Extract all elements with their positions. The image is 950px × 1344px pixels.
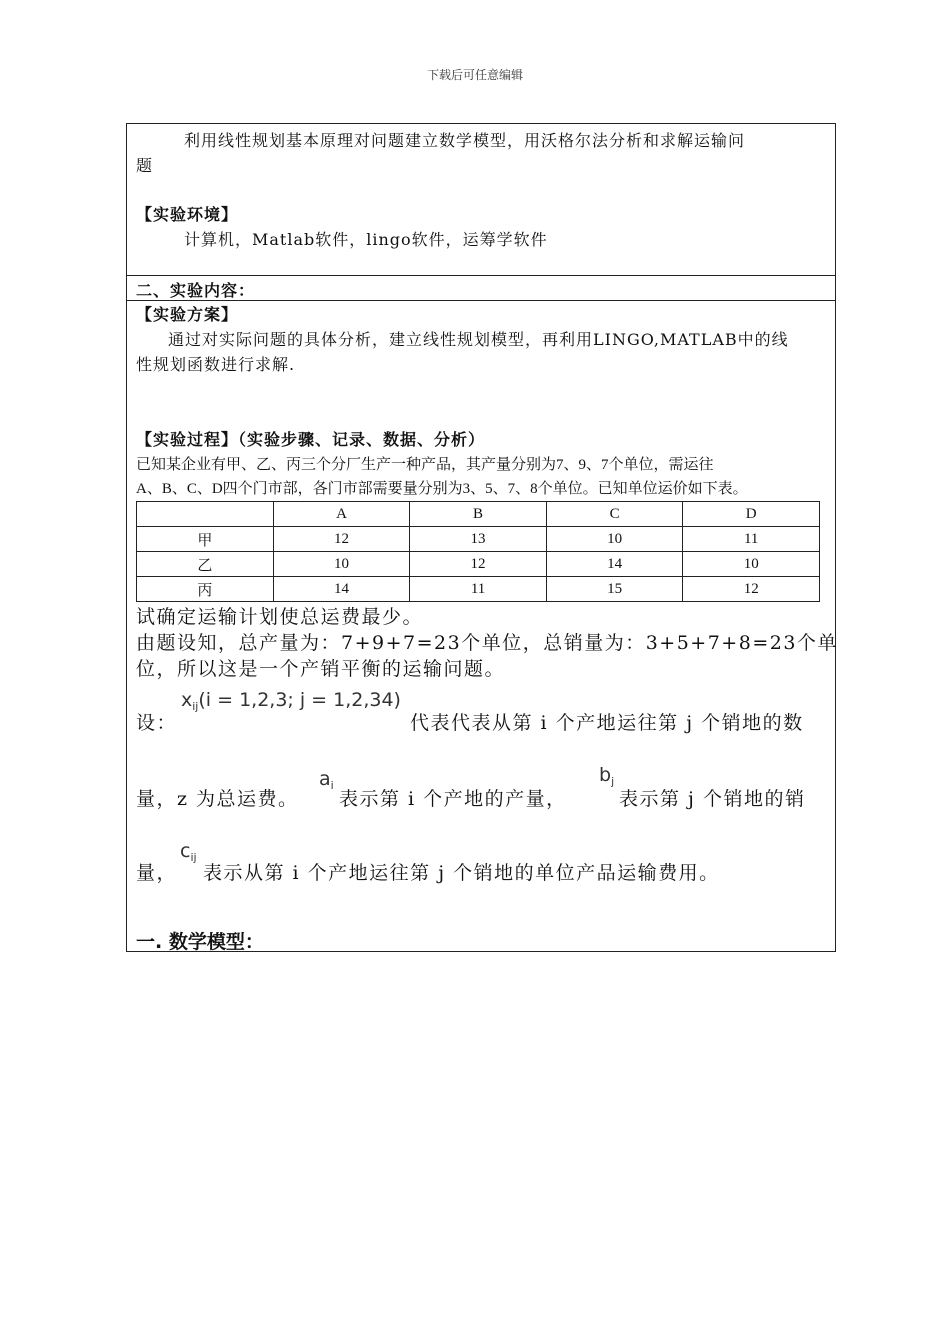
table-cell: 10 [273, 552, 410, 577]
formula-x-var: x [181, 689, 193, 711]
divider-2 [127, 300, 835, 301]
plan-line-1: 通过对实际问题的具体分析，建立线性规划模型，再利用LINGO,MATLAB中的线 [168, 330, 789, 349]
plan-title: 【实验方案】 [136, 305, 239, 324]
formula-a-var: a [319, 768, 331, 790]
env-title: 【实验环境】 [136, 205, 239, 224]
document-frame [126, 123, 836, 952]
table-cell: 14 [273, 577, 410, 602]
env-text: 计算机，Matlab软件，lingo软件，运筹学软件 [184, 230, 548, 249]
formula-b-var: b [599, 764, 612, 786]
analysis-line-3: 位，所以这是一个产销平衡的运输问题。 [136, 658, 506, 680]
table-cell: 甲 [137, 527, 274, 552]
table-header-cell: C [546, 502, 683, 527]
intro-line-1: 利用线性规划基本原理对问题建立数学模型，用沃格尔法分析和求解运输问 [184, 131, 746, 150]
table-cell: 10 [546, 527, 683, 552]
intro-line-2: 题 [136, 156, 154, 175]
table-cell: 13 [410, 527, 547, 552]
set-label: 设： [136, 712, 178, 734]
table-header-cell: D [683, 502, 820, 527]
process-line-1: 已知某企业有甲、乙、丙三个分厂生产一种产品，其产量分别为7、9、7个单位，需运往 [136, 457, 714, 473]
formula-c-sub: ij [190, 851, 197, 864]
formula-a [319, 768, 334, 792]
table-cell: 12 [410, 552, 547, 577]
plan-line-2: 性规划函数进行求解. [136, 355, 296, 374]
page-header: 下载后可任意编辑 [426, 68, 523, 82]
line-6-end: 表示从第 i 个产地运往第 j 个销地的单位产品运输费用。 [203, 862, 720, 884]
table-row [137, 527, 820, 552]
divider-1 [127, 275, 835, 276]
table-row [137, 552, 820, 577]
line-6-start: 量， [136, 862, 178, 884]
analysis-line-2: 由题设知，总产量为：7+9+7=23个单位，总销量为：3+5+7+8=23个单 [136, 632, 838, 654]
process-title: 【实验过程】（实验步骤、记录、数据、分析） [136, 430, 486, 449]
table-cell: 11 [683, 527, 820, 552]
formula-b-sub: j [611, 775, 615, 788]
process-line-2: A、B、C、D四个门市部，各门市部需要量分别为3、5、7、8个单位。已知单位运价如下表。 [136, 481, 748, 497]
table-cell: 14 [546, 552, 683, 577]
formula-c [180, 840, 197, 864]
model-title: 一. 数学模型： [136, 931, 264, 953]
table-cell: 丙 [137, 577, 274, 602]
table-cell: 15 [546, 577, 683, 602]
line-5-mid: 表示第 i 个产地的产量， [339, 788, 567, 810]
table-row [137, 577, 820, 602]
table-cell: 10 [683, 552, 820, 577]
table-cell: 12 [683, 577, 820, 602]
line-5-start: 量，z 为总运费。 [136, 788, 299, 810]
line-5-end: 表示第 j 个销地的销 [619, 788, 806, 810]
formula-a-sub: i [330, 779, 334, 792]
formula-c-var: c [180, 840, 191, 862]
formula-b [599, 764, 614, 788]
table-header-cell: A [273, 502, 410, 527]
table-cell: 乙 [137, 552, 274, 577]
cost-table [136, 501, 820, 602]
section-2-title: 二、实验内容： [136, 281, 256, 300]
analysis-line-1: 试确定运输计划使总运费最少。 [136, 606, 424, 628]
set-description: 代表代表从第 i 个产地运往第 j 个销地的数 [410, 712, 804, 734]
table-header-cell: B [410, 502, 547, 527]
table-cell: 12 [273, 527, 410, 552]
formula-x [181, 689, 401, 713]
formula-x-sub: ij [192, 700, 199, 713]
table-cell: 11 [410, 577, 547, 602]
formula-x-rest: (i = 1,2,3; j = 1,2,34) [198, 689, 401, 711]
table-header-cell [137, 502, 274, 527]
table-header-row [137, 502, 820, 527]
